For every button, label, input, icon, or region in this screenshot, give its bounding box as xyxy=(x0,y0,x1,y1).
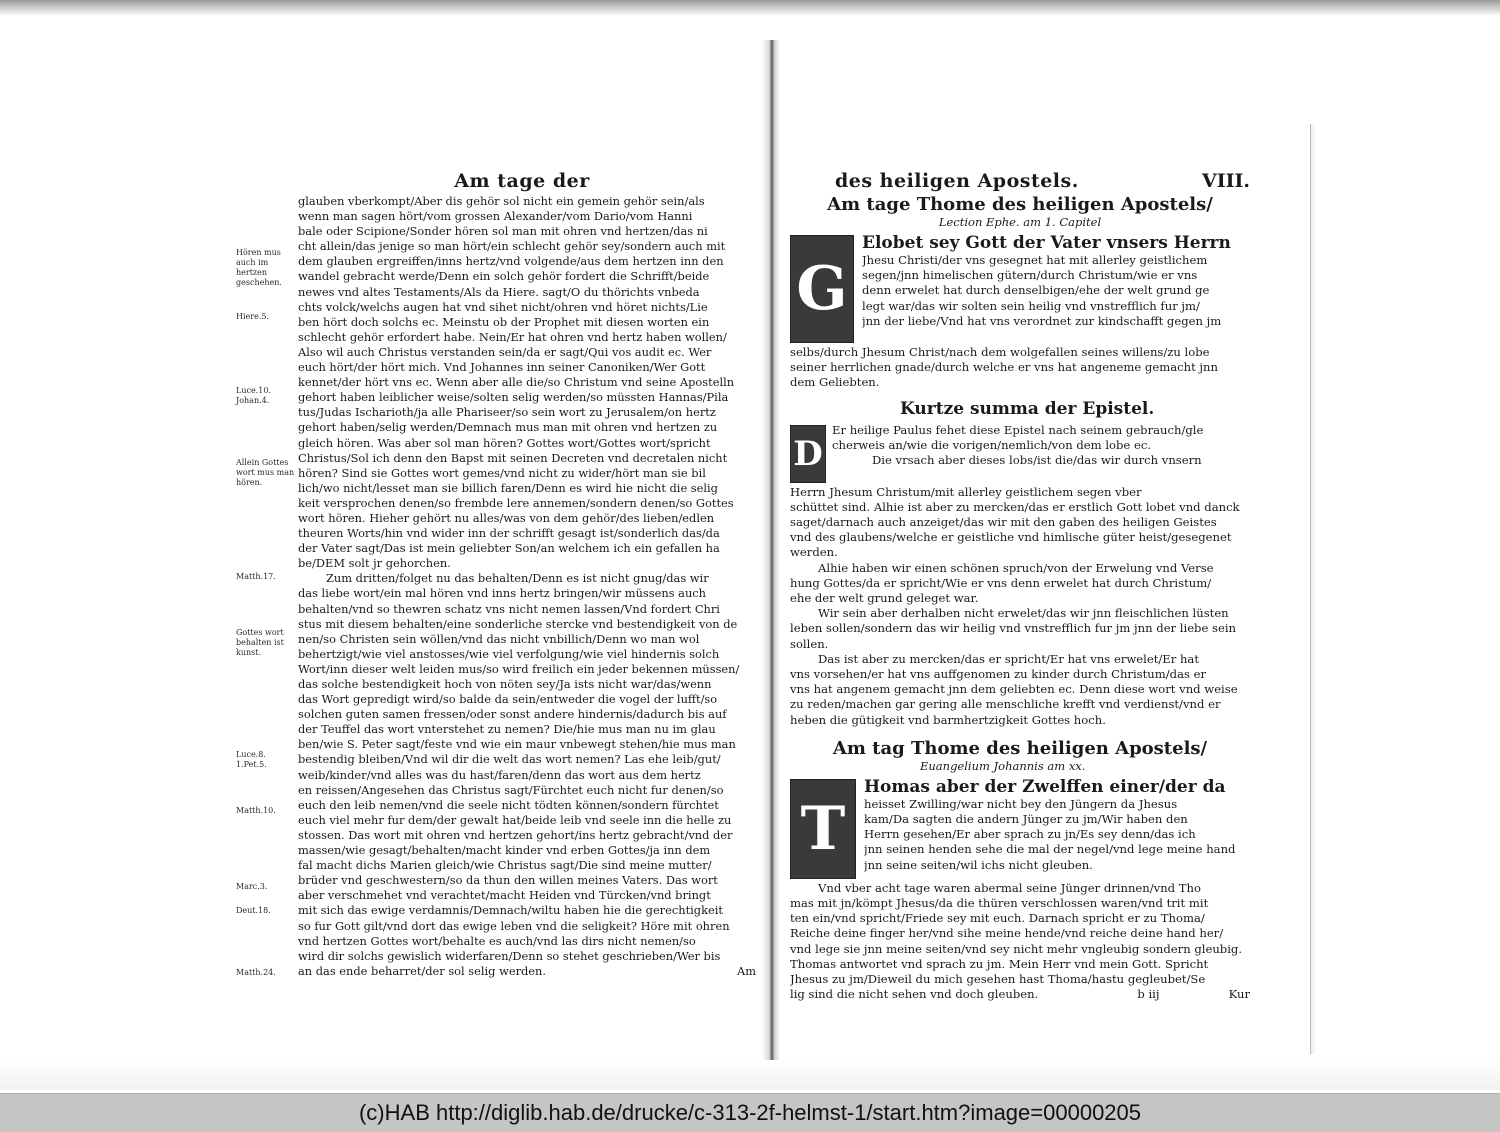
margin-note: Marc.3. xyxy=(236,882,268,891)
text-line: wort hören. Hieher gehört nu alles/was von dem gehör/des lieben/edlen xyxy=(298,510,715,525)
text-line: tus/Judas Ischarioth/ja alle Phariseer/so sein wort zu Jerusalem/on hertz xyxy=(298,405,716,420)
text-line: gehort haben leiblicher weise/solten selig werden/so müssten Hannas/Pila xyxy=(298,390,729,405)
page-bottom-shade xyxy=(0,1060,1500,1090)
text-line: bestendig bleiben/Vnd wil dir die welt das wort nemen? Las ehe leib/gut/ xyxy=(298,752,721,767)
text-line: Also wil auch Christus verstanden sein/da er sagt/Qui vos audit ec. Wer xyxy=(298,344,712,359)
text-line: lich/wo nicht/lesset man sie billich faren/Denn es wird hie nicht die selig xyxy=(298,480,718,495)
text-line: fal macht dichs Marien gleich/wie Christus sagt/Die sind meine mutter/ xyxy=(298,858,712,873)
right-page-edge xyxy=(1310,124,1317,1054)
gospel-reference: Euangelium Johannis am xx. xyxy=(920,758,1086,773)
text-line: chts volck/welchs augen hat vnd sihet nicht/ohren vnd höret nichts/Lie xyxy=(298,299,708,314)
book-gutter xyxy=(762,40,780,1080)
text-line: Reiche deine finger her/vnd sihe meine hende/vnd reiche deine hand her/ xyxy=(790,926,1224,941)
margin-note: Luce.8. 1.Pet.5. xyxy=(236,750,267,769)
text-line: der Vater sagt/Das ist mein geliebter Son/an welchem ich ein gefallen ha xyxy=(298,541,720,556)
margin-note: Matth.10. xyxy=(236,806,276,815)
last-line-with-signature xyxy=(790,987,1250,1002)
text-line: stus mit diesem behalten/eine sonderliche stercke vnd bestendigkeit von de xyxy=(298,616,738,631)
text-line: jnn seine seiten/wil ichs nicht gleuben. xyxy=(864,857,1093,872)
text-line: massen/wie gesagt/behalten/macht kinder vnd erben Gottes/ja inn dem xyxy=(298,843,711,858)
text-line: ehe der welt grund geleget war. xyxy=(790,591,979,606)
text-line: Das ist aber zu mercken/das er spricht/Er hat vns erwelet/Er hat xyxy=(818,651,1199,666)
text-line: hung Gottes/da er spricht/Wie er vns denn erwelet hat durch Christum/ xyxy=(790,575,1212,590)
text-line: vnd lege sie jnn meine seiten/vnd sey nicht mehr vngleubig sondern gleubig. xyxy=(790,941,1243,956)
text-line: Thomas antwortet vnd sprach zu jm. Mein Herr vnd mein Gott. Spricht xyxy=(790,956,1209,971)
text-line: cherweis an/wie die vorigen/nemlich/von dem lobe ec. xyxy=(832,437,1152,452)
text-line: dem Geliebten. xyxy=(790,375,880,390)
text-line: stossen. Das wort mit ohren vnd hertzen gehort/ins hertz gebracht/vnd der xyxy=(298,827,733,842)
left-running-head: Am tage der xyxy=(454,170,590,192)
margin-note: Luce.10. Johan.4. xyxy=(236,386,271,405)
text-line: sollen. xyxy=(790,636,829,651)
text-line: lig sind die nicht sehen vnd doch gleuben. xyxy=(790,987,1039,1002)
text-line: segen/jnn himelischen gütern/durch Christum/wie er vns xyxy=(862,268,1198,283)
text-line: euch viel mehr fur dem/der gewalt hat/beide leib vnd seele inn die helle zu xyxy=(298,812,732,827)
signature-mark: b iij xyxy=(1137,987,1160,1002)
source-footer xyxy=(0,1093,1500,1132)
text-line: an das ende beharret/der sol selig werden. xyxy=(298,963,547,978)
text-line: so fur Gott gilt/vnd dort das ewige leben vnd die seligkeit? Höre mit ohren xyxy=(298,918,730,933)
text-line: das solche bestendigkeit hoch von nöten sey/Ja ists nicht war/das/wenn xyxy=(298,677,712,691)
epistle-text xyxy=(790,233,1250,391)
text-line: vns hat angenem gemacht jnn dem geliebten ec. Denn diese wort vnd weise xyxy=(790,682,1238,697)
text-line: keit versprochen denen/so frembde lere annemen/sondern denen/so Gottes xyxy=(298,495,734,510)
text-line: behertzigt/wie viel anstosses/wie viel verfolgung/wie viel hindernis solch xyxy=(298,646,720,661)
text-line: gehort haben/selig werden/Demnach mus man mit ohren vnd hertzen zu xyxy=(298,420,718,435)
margin-note: Matth.17. xyxy=(236,572,276,581)
text-line: Herrn Jhesum Christum/mit allerley geistlichem segen vber xyxy=(790,484,1142,499)
text-line: schüttet sind. Alhie ist aber zu mercken/das er erstlich Gott lobet vnd danck xyxy=(790,499,1240,514)
text-line: aber verschmehet vnd verachtet/macht Heiden vnd Türcken/vnd bringt xyxy=(298,888,711,903)
folio-number: VIII. xyxy=(1201,170,1250,192)
text-line: gleich hören. Was aber sol man hören? Gottes wort/Gottes wort/spricht xyxy=(298,435,711,450)
right-running-head: des heiligen Apostels. xyxy=(835,170,1079,192)
catchword: Kur xyxy=(1228,987,1250,1002)
text-line: theuren Worts/hin vnd wider inn der schrifft gesagt ist/sonderlich das/da xyxy=(298,526,720,541)
gospel-text xyxy=(790,777,1250,1003)
text-line: Herrn gesehen/Er aber sprach zu jn/Es sey denn/das ich xyxy=(864,827,1196,842)
text-line: das Wort gepredigt wird/so balde da sein/entweder die vogel der lufft/so xyxy=(298,692,718,707)
left-page xyxy=(232,170,762,979)
source-url-text[interactable]: (c)HAB http://diglib.hab.de/drucke/c-313-2f-helmst-1/start.htm?image=00000205 xyxy=(358,1100,1142,1125)
text-line: ben/wie S. Peter sagt/feste vnd wie ein maur vnbewegt stehen/hie mus man xyxy=(298,737,736,752)
text-line: Jhesus zu jm/Dieweil du mich gesehen hast Thoma/hastu gegleubet/Se xyxy=(790,972,1206,987)
last-line-with-catchword xyxy=(298,964,762,979)
right-running-head-row xyxy=(790,170,1250,192)
text-line: weib/kinder/vnd alles was du hast/faren/denn das wort aus dem hertz xyxy=(298,767,701,782)
text-line: werden. xyxy=(790,545,838,560)
margin-note: Hiere.5. xyxy=(236,312,270,321)
text-line: zu reden/machen gar gering alle menschliche krefft vnd verdienst/vnd er xyxy=(790,697,1221,712)
text-line: dem glauben ergreiffen/inns hertz/vnd volgende/aus dem hertzen inn den xyxy=(298,254,724,269)
text-line: legt war/das wir solten sein heilig vnd vnstrefflich fur jm/ xyxy=(862,298,1200,313)
text-line: hören? Sind sie Gottes wort gemes/vnd nicht zu wider/hört man sie bil xyxy=(298,465,706,480)
text-line: Zum dritten/folget nu das behalten/Denn es ist nicht gnug/das wir xyxy=(326,571,709,586)
text-line: bale oder Scipione/Sonder hören sol man mit ohren vnd hertzen/das ni xyxy=(298,224,708,239)
text-line: vnd hertzen Gottes wort/behalte es auch/vnd las dirs nicht nemen/so xyxy=(298,933,696,948)
summary-title: Kurtze summa der Epistel. xyxy=(900,398,1155,419)
text-line: Wir sein aber derhalben nicht erwelet/das wir jnn fleischlichen lüsten xyxy=(818,606,1229,621)
text-line: schlecht gehör erfordert habe. Nein/Er hat ohren vnd hertz haben wollen/ xyxy=(298,329,727,344)
text-line: be/DEM solt jr gehorchen. xyxy=(298,556,451,571)
text-line: saget/darnach auch anzeiget/das wir mit den gaben des heiligen Geistes xyxy=(790,515,1217,530)
text-line: Wort/inn dieser welt leiden mus/so wird freilich ein jeder bekennen müssen/ xyxy=(298,661,740,676)
margin-note: Allein Gottes wort mus man hören. xyxy=(236,458,295,487)
text-line: brüder vnd geschwestern/so da thun den willen meines Vaters. Das wort xyxy=(298,873,718,888)
catchword: Am xyxy=(736,963,756,978)
text-line: cht allein/das jenige so man hört/ein schlecht gehör sey/sondern auch mit xyxy=(298,239,726,254)
text-line: jnn seinen henden sehe die mal der negel/vnd lege meine hand xyxy=(864,842,1236,857)
text-line: selbs/durch Jhesum Christ/nach dem wolgefallen seines willens/zu lobe xyxy=(790,345,1210,359)
text-line: heben die gütigkeit vnd barmhertzigkeit Gottes hoch. xyxy=(790,712,1106,727)
text-line: Er heilige Paulus fehet diese Epistel nach seinem gebrauch/gle xyxy=(832,422,1204,437)
text-line: der Teuffel das wort vnterstehet zu nemen? Die/hie mus man nu im glau xyxy=(298,722,716,737)
text-line: denn erwelet hat durch denselbigen/ehe der welt grund ge xyxy=(862,283,1210,298)
margin-note: Matth.24. xyxy=(236,968,276,977)
text-line: Jhesu Christi/der vns gesegnet hat mit allerley geistlichem xyxy=(862,253,1208,267)
text-line: wenn man sagen hört/vom grossen Alexander/vom Dario/vom Hanni xyxy=(298,209,693,224)
margin-note: Hören mus auch im hertzen geschehen. xyxy=(236,248,282,287)
right-page xyxy=(790,170,1250,1002)
text-line: vns vorsehen/er hat vns auffgenomen zu kinder durch Christum/das er xyxy=(790,667,1207,682)
summary-text xyxy=(790,423,1250,728)
text-line: euch den leib nemen/vnd die seele nicht tödten können/sondern fürchtet xyxy=(298,797,719,812)
text-line: jnn der liebe/Vnd hat vns verordnet zur kindschafft gegen jm xyxy=(862,313,1222,328)
text-line: newes vnd altes Testaments/Als da Hiere. sagt/O du thörichts vnbeda xyxy=(298,284,700,299)
margin-note: Deut.18. xyxy=(236,906,271,915)
text-line: ten ein/vnd spricht/Friede sey mit euch. Darnach spricht er zu Thoma/ xyxy=(790,911,1205,926)
epistle-first-line: Elobet sey Gott der Vater vnsers Herrn xyxy=(862,233,1231,253)
text-line: ben hört doch solchs ec. Meinstu ob der Prophet mit diesen worten ein xyxy=(298,314,710,329)
top-page-shadow xyxy=(0,0,1500,16)
text-line: mit sich das ewige verdamnis/Demnach/wiltu haben hie die gerechtigkeit xyxy=(298,903,723,918)
text-line: kam/Da sagten die andern Jünger zu jm/Wir haben den xyxy=(864,812,1188,827)
text-line: Alhie haben wir einen schönen spruch/von der Erwelung vnd Verse xyxy=(818,560,1214,575)
decorated-initial: T xyxy=(790,779,856,879)
text-line: wird dir solchs gewislich widerfaren/Denn so stehet geschrieben/Wer bis xyxy=(298,948,721,963)
decorated-initial: G xyxy=(790,235,854,343)
text-line: das liebe wort/ein mal hören vnd inns hertz bringen/wir müssens auch xyxy=(298,586,707,601)
left-body-text xyxy=(298,194,762,979)
gospel-heading: Am tag Thome des heiligen Apostels/ xyxy=(832,737,1208,759)
text-line: Vnd vber acht tage waren abermal seine Jünger drinnen/vnd Tho xyxy=(818,880,1201,895)
text-line: euch hört/der hört mich. Vnd Johannes inn seiner Canoniken/Wer Gott xyxy=(298,360,706,375)
gospel-first-line: Homas aber der Zwelffen einer/der da xyxy=(864,776,1226,797)
decorated-initial: D xyxy=(790,425,826,483)
text-line: seiner herrlichen gnade/durch welche er vns hat angeneme gemacht jnn xyxy=(790,360,1218,375)
text-line: heisset Zwilling/war nicht bey den Jüngern da Jhesus xyxy=(864,796,1178,811)
text-line: nen/so Christen sein wöllen/vnd das nicht vnbillich/Denn wo man wol xyxy=(298,631,700,646)
text-line: kennet/der hört vns ec. Wenn aber alle die/so Christum vnd seine Apostelln xyxy=(298,375,735,390)
text-line: mas mit jn/kömpt Jhesus/da die thüren verschlossen waren/vnd trit mit xyxy=(790,896,1209,911)
text-line: wandel gebracht werde/Denn ein solch gehör fordert die Schrifft/beide xyxy=(298,269,710,284)
text-line: solchen guten samen fressen/oder sonst andere hindernis/dadurch bis auf xyxy=(298,707,727,722)
text-line: behalten/vnd so thewren schatz vns nicht nemen lassen/Vnd fordert Chri xyxy=(298,601,720,616)
margin-note: Gottes wort behalten ist kunst. xyxy=(236,628,284,657)
epistle-lection: Lection Ephe. am 1. Capitel xyxy=(938,215,1102,229)
text-line: Christus/Sol ich denn den Bapst mit seinen Decreten vnd decretalen nicht xyxy=(298,450,728,465)
epistle-heading: Am tage Thome des heiligen Apostels/ xyxy=(827,194,1213,215)
text-line: Die vrsach aber dieses lobs/ist die/das wir durch vnsern xyxy=(872,453,1202,468)
text-line: glauben vberkompt/Aber dis gehör sol nicht ein gemein gehör sein/als xyxy=(298,194,705,208)
text-line: en reissen/Angesehen das Christus sagt/Fürchtet euch nicht fur denen/so xyxy=(298,782,724,797)
text-line: leben sollen/sondern das wir heilig vnd vnstrefflich fur jm jnn der liebe sein xyxy=(790,621,1237,636)
text-line: vnd des glaubens/welche er geistliche vnd himlische güter heist/gesegenet xyxy=(790,530,1232,545)
